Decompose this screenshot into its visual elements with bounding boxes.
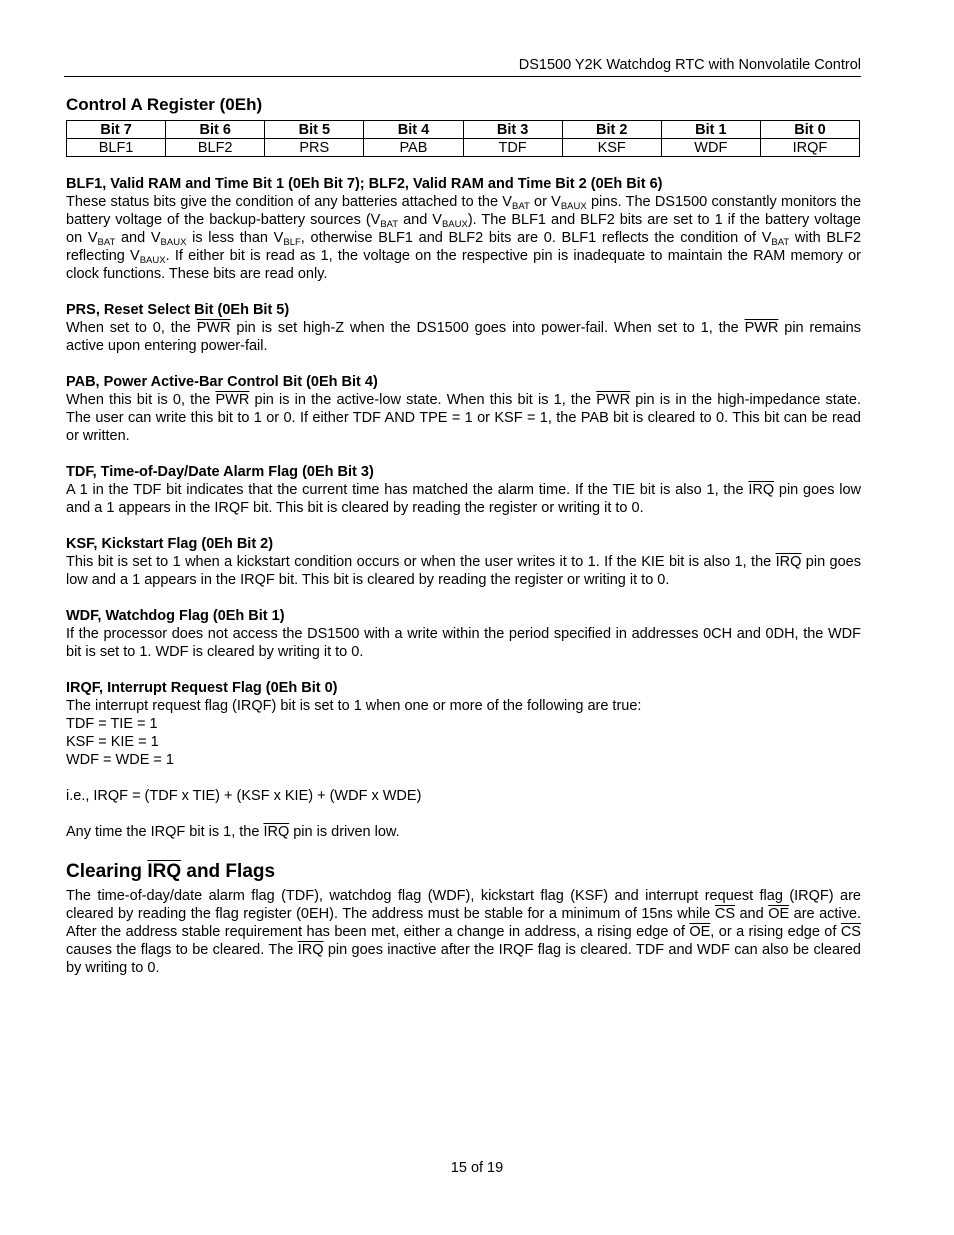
bit-header: Bit 1 (661, 121, 760, 139)
section-heading: BLF1, Valid RAM and Time Bit 1 (0Eh Bit 7); BLF2, Valid RAM and Time Bit 2 (0Eh Bit 6) (66, 176, 663, 192)
register-header-row (67, 121, 860, 139)
register-value-row (67, 139, 860, 157)
bit-header: Bit 2 (562, 121, 661, 139)
page-number: 15 of 19 (450, 1160, 504, 1176)
section-text: Any time the IRQF bit is 1, the $\overline{IRQ}$ pin is driven low. (66, 824, 400, 840)
irq-pin: $\overline{IRQ}$ (263, 824, 290, 840)
irq-pin: $\overline{IRQ}$ (775, 554, 802, 570)
bit-header: Bit 3 (463, 121, 562, 139)
bit-header: Bit 4 (364, 121, 463, 139)
formula-line: i.e., IRQF = (TDF x TIE) + (KSF x KIE) + (WDF x WDE) (66, 788, 422, 804)
register-title: Control A Register (0Eh) (66, 95, 263, 114)
ksf-section (66, 535, 861, 589)
oe-pin: $\overline{OE}$ (768, 906, 790, 922)
bit-value: BLF2 (166, 139, 265, 157)
condition-line: WDF = WDE = 1 (66, 752, 174, 768)
pwr-pin: $\overline{PWR}$ (744, 320, 779, 336)
document-body (66, 175, 861, 977)
section-text: This bit is set to 1 when a kickstart condition occurs or when the user writes it to 1. If the KIE bit is also 1, the $\overline{IRQ}$ pin goes low and a 1 appears in the IRQF bit. This bit is cleared by reading the register or writing it to 0. (66, 554, 861, 588)
condition-line: KSF = KIE = 1 (66, 734, 159, 750)
bit-header: Bit 0 (760, 121, 859, 139)
irq-pin: IRQ (147, 861, 182, 882)
tdf-section (66, 463, 861, 517)
irq-pin: $\overline{IRQ}$ (748, 482, 775, 498)
section-text: The interrupt request flag (IRQF) bit is set to 1 when one or more of the following are true: (66, 698, 642, 714)
section-heading: PAB, Power Active-Bar Control Bit (0Eh Bit 4) (66, 374, 378, 390)
irqf-section (66, 679, 861, 841)
wdf-section (66, 607, 861, 661)
register-table (66, 120, 860, 157)
bit-header: Bit 5 (265, 121, 364, 139)
bit-value: PAB (364, 139, 463, 157)
clearing-heading: Clearing IRQ and Flags (66, 861, 276, 882)
bit-value: KSF (562, 139, 661, 157)
prs-section (66, 301, 861, 355)
bit-value: IRQF (760, 139, 859, 157)
section-heading: TDF, Time-of-Day/Date Alarm Flag (0Eh Bit 3) (66, 464, 374, 480)
section-heading: KSF, Kickstart Flag (0Eh Bit 2) (66, 536, 274, 552)
irq-pin: $\overline{IRQ}$ (297, 942, 324, 958)
section-text: When this bit is 0, the $\overline{PWR}$ pin is in the active-low state. When this bit is 1, the $\overline{PWR}$ pin is in the high-impedance state. The user can write this bit to 1 or 0. If either TDF AND TPE = 1 or KSF = 1, the PAB bit is cleared to 0. This bit can be read or written. (66, 392, 862, 444)
pab-section (66, 373, 861, 445)
section-heading: PRS, Reset Select Bit (0Eh Bit 5) (66, 302, 290, 318)
bit-header: Bit 7 (67, 121, 166, 139)
cs-pin: $\overline{CS}$ (714, 906, 735, 922)
section-text: A 1 in the TDF bit indicates that the current time has matched the alarm time. If the TIE bit is also 1, the $\overline{IRQ}$ pin goes low and a 1 appears in the IRQF bit. This bit is cleared by reading the register or writing it to 0. (66, 482, 861, 516)
section-text: These status bits give the condition of any batteries attached to the $V_{BAT}$ or $V_{BAUX}$ pins. The DS1500 constantly monitors the battery voltage of the backup-battery sources ($V_{BAT}$ and $V_{BAUX}$). The BLF1 and BLF2 bits are set to 1 if the battery voltage on $V_{BAT}$ and $V_{BAUX}$ is less than $V_{BLF}$, otherwise BLF1 and BLF2 bits are 0. BLF1 reflects the condition of $V_{BAT}$ with BLF2 reflecting $V_{BAUX}$. If either bit is read as 1, the voltage on the respective pin is inadequate to maintain the RAM memory or clock functions. These bits are read only. (66, 194, 862, 282)
bit-value: BLF1 (67, 139, 166, 157)
bit-value: PRS (265, 139, 364, 157)
blf-section (66, 175, 861, 283)
bit-value: WDF (661, 139, 760, 157)
bit-value: TDF (463, 139, 562, 157)
page-header: DS1500 Y2K Watchdog RTC with Nonvolatile Control (64, 55, 861, 77)
section-text: If the processor does not access the DS1500 with a write within the period specified in addresses 0CH and 0DH, the WDF bit is set to 1. WDF is cleared by writing it to 0. (66, 626, 861, 660)
section-heading: IRQF, Interrupt Request Flag (0Eh Bit 0) (66, 680, 338, 696)
clearing-text: The time-of-day/date alarm flag (TDF), watchdog flag (WDF), kickstart flag (KSF) and interrupt request flag (IRQF) are cleared by reading the flag register (0EH). The address must be stable for a minimum of 15ns while $\overline{CS}$ and $\overline{OE}$ are active. After the address stable requirement has been met, either a change in address, a rising edge of $\overline{OE}$, or a rising edge of $\overline{CS}$ causes the flags to be cleared. The $\overline{IRQ}$ pin goes inactive after the IRQF flag is cleared. TDF and WDF can also be cleared by writing to 0. (66, 888, 861, 976)
oe-pin: $\overline{OE}$ (689, 924, 711, 940)
condition-line: TDF = TIE = 1 (66, 716, 158, 732)
pwr-pin: $\overline{PWR}$ (215, 392, 250, 408)
bit-header: Bit 6 (166, 121, 265, 139)
pwr-pin: $\overline{PWR}$ (596, 392, 631, 408)
section-text: When set to 0, the $\overline{PWR}$ pin is set high-Z when the DS1500 goes into power-fail. When set to 1, the $\overline{PWR}$ pin remains active upon entering power-fail. (66, 320, 861, 354)
section-heading: WDF, Watchdog Flag (0Eh Bit 1) (66, 608, 285, 624)
pwr-pin: $\overline{PWR}$ (196, 320, 231, 336)
cs-pin: $\overline{CS}$ (840, 924, 861, 940)
